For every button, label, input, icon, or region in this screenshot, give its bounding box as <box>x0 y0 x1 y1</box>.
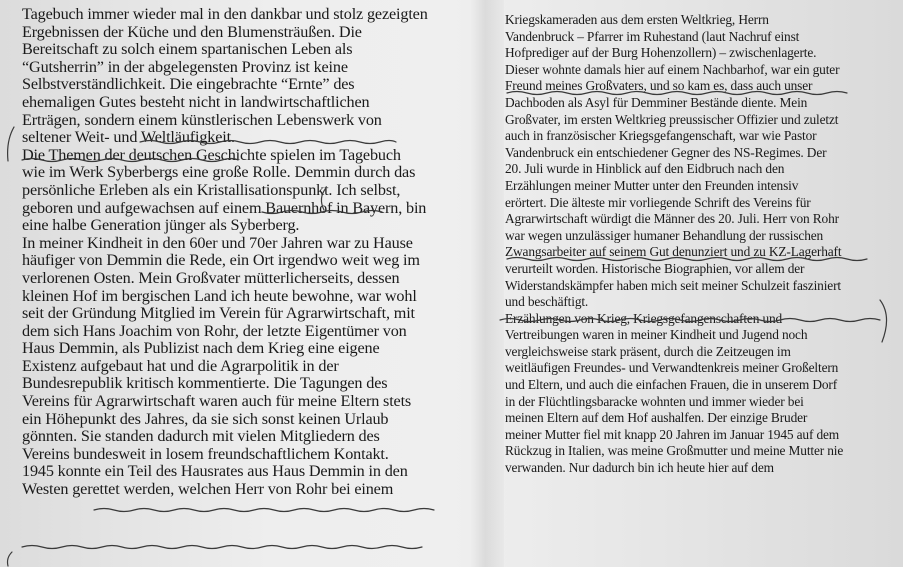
text-line: Ergebnissen der Küche und den Blumensträußen. Die <box>22 22 362 41</box>
text-line: dem sich Hans Joachim von Rohr, der letzte Eigentümer von <box>22 321 407 340</box>
right-text-column <box>505 12 897 477</box>
text-line: Vereins für Agrarwirtschaft waren auch für meine Eltern stets <box>22 392 412 411</box>
text-line: verlorenen Osten. Mein Großvater mütterlicherseits, dessen <box>22 268 400 287</box>
text-line: gönnten. Sie standen dadurch mit vielen Mitgliedern des <box>22 427 380 446</box>
book-gutter <box>470 0 504 567</box>
text-line: Tagebuch immer wieder mal in den dankbar und stolz gezeigten <box>22 5 428 23</box>
text-line: Westen gerettet werden, welchen Herr von Rohr bei einem <box>22 480 394 499</box>
text-line: seltener Weit- und Weltläufigkeit. <box>22 128 235 147</box>
text-line: Vereins bundesweit in losem freundschaftlichem Kontakt. <box>22 444 389 463</box>
text-line: ein Höhepunkt des Jahres, da sie sich sonst keinen Urlaub <box>22 409 389 428</box>
text-line: weitläufigen Freundes- und Verwandtenkreis meiner Großeltern <box>505 360 839 376</box>
text-line: eine halbe Generation jünger als Syberberg. <box>22 216 300 235</box>
pencil-bracket <box>8 127 14 161</box>
text-line: In meiner Kindheit in den 60er und 70er Jahren war zu Hause <box>22 233 413 252</box>
pencil-underline <box>94 509 434 512</box>
text-line: Kriegskameraden aus dem ersten Weltkrieg, Herrn <box>505 12 769 27</box>
text-line: Dachboden als Asyl für Demminer Bestände diente. Mein <box>505 94 808 110</box>
text-line: vergleichsweise stark präsent, durch die Zeitzeugen im <box>505 343 791 359</box>
text-line: meinen Eltern auf dem Hof aushalfen. Der einzige Bruder <box>505 410 808 426</box>
text-line: und Eltern, und auch die einfachen Frauen, die in unserem Dorf <box>505 377 838 393</box>
text-line: 20. Juli wurde in Hinblick auf den Eidbruch nach den <box>505 161 785 177</box>
text-line: verwanden. Nur dadurch bin ich heute hier auf dem <box>505 460 774 476</box>
text-line: meiner Mutter fiel mit knapp 20 Jahren im Januar 1945 auf dem <box>505 426 840 442</box>
text-line: Vandenbruck ein entschiedener Gegner des NS-Regimes. Der <box>505 144 827 160</box>
left-text-column <box>22 6 467 499</box>
text-line: Haus Demmin, als Publizist nach dem Krieg eine eigene <box>22 339 380 358</box>
text-line: seit der Gründung Mitglied im Verein für Agrarwirtschaft, mit <box>22 304 415 323</box>
text-line: 1945 konnte ein Teil des Hausrates aus Haus Demmin in den <box>22 462 408 481</box>
text-line: Die Themen der deutschen Geschichte spielen im Tagebuch <box>22 145 401 164</box>
text-line: war wegen unzulässiger humaner Behandlung der russischen <box>505 227 824 243</box>
text-line: Vertreibungen waren in meiner Kindheit und Jugend noch <box>505 327 808 343</box>
text-line: Dieser wohnte damals hier auf einem Nachbarhof, war ein guter <box>505 61 840 77</box>
text-line: geboren und aufgewachsen auf einem Bauernhof in Bayern, bin <box>22 198 427 217</box>
text-line: in der Flüchtlingsbaracke wohnten und immer wieder bei <box>505 393 804 409</box>
pencil-bracket <box>8 552 13 566</box>
text-line: Freund meines Großvaters, und so kam es, dass auch unser <box>505 78 813 94</box>
text-line: wie im Werk Syberbergs eine große Rolle. Demmin durch das <box>22 163 416 182</box>
text-line: Bundesrepublik kritisch kommentierte. Die Tagungen des <box>22 374 388 393</box>
text-line: ehemaligen Gutes besteht nicht in landwirtschaftlichen <box>22 92 370 111</box>
text-line: und beschäftigt. <box>505 294 589 310</box>
text-line: Existenz aufgebaut hat und die Agrarpolitik in der <box>22 356 339 375</box>
text-line: Erträgen, sondern einem künstlerischen Lebenswerk von <box>22 110 382 129</box>
text-line: verurteilt worden. Historische Biographien, vor allem der <box>505 260 805 276</box>
text-line: erörtert. Die älteste mir vorliegende Schrift des Vereins für <box>505 194 811 210</box>
text-line: Zwangsarbeiter auf seinem Gut denunziert und zu KZ-Lagerhaft <box>505 244 842 260</box>
text-line: Selbstverständlichkeit. Die eingebrachte “Ernte” des <box>22 75 355 94</box>
text-line: kleinen Hof im bergischen Land ich heute bewohne, war wohl <box>22 286 417 305</box>
text-line: Agrarwirtschaft würdigt die Männer des 20. Juli. Herr von Rohr <box>505 211 839 227</box>
text-line: Widerstandskämpfer haben mich seit meiner Schulzeit fasziniert <box>505 277 841 293</box>
text-line: Bereitschaft zu solch einem spartanischen Leben als <box>22 40 353 59</box>
text-line: “Gutsherrin” in der abgelegensten Provinz ist keine <box>22 57 348 76</box>
text-line: Erzählungen von Krieg, Kriegsgefangenschaften und <box>505 310 783 326</box>
text-line: Rückzug in Italien, was meine Großmutter und meine Mutter nie <box>505 443 844 459</box>
text-line: Hofprediger auf der Burg Hohenzollern) – zwischenlagerte. <box>505 45 817 61</box>
pencil-underline <box>22 546 422 549</box>
text-line: auch in französischer Kriegsgefangenschaft, war wie Pastor <box>505 128 817 144</box>
text-line: Erzählungen meiner Mutter unter den Freunden intensiv <box>505 177 799 193</box>
text-line: häufiger von Demmin die Rede, ein Ort irgendwo weit weg im <box>22 251 420 270</box>
text-line: Vandenbruck – Pfarrer im Ruhestand (laut Nachruf einst <box>505 28 800 44</box>
text-line: Großvater, im ersten Weltkrieg preussischer Offizier und zuletzt <box>505 111 839 127</box>
text-line: persönliche Erleben als ein Kristallisationspunkt. Ich selbst, <box>22 180 401 199</box>
